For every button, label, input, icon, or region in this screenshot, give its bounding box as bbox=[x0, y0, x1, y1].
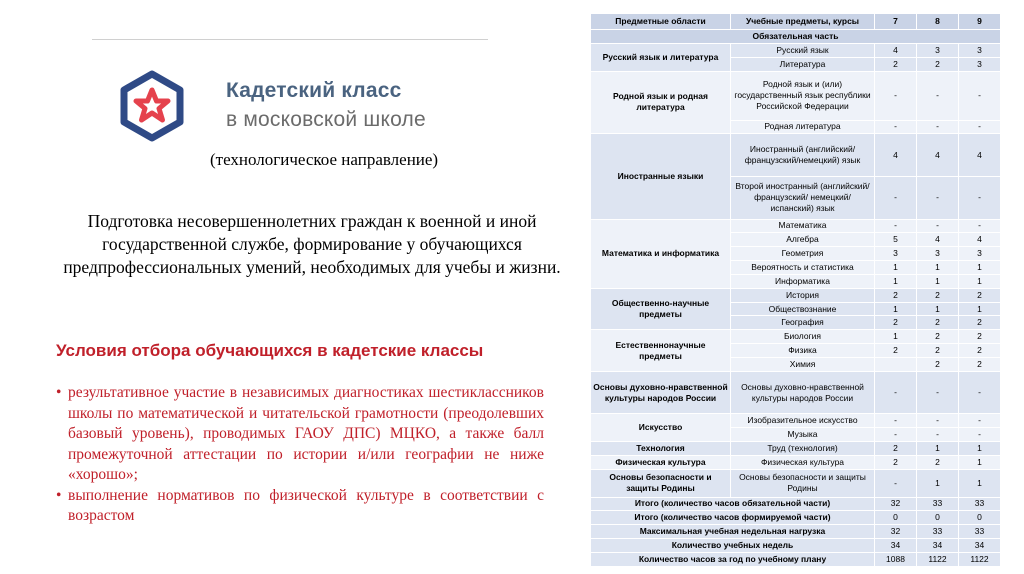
subject-cell: Математика bbox=[731, 219, 875, 233]
hours-cell: 4 bbox=[875, 134, 917, 177]
subject-cell: Второй иностранный (английский/ французский/ немецкий/испанский) язык bbox=[731, 176, 875, 219]
hours-cell: 2 bbox=[875, 57, 917, 71]
subject-area-cell: Естественнонаучные предметы bbox=[591, 330, 731, 372]
subject-cell: Физика bbox=[731, 344, 875, 358]
header-cell: Учебные предметы, курсы bbox=[731, 14, 875, 30]
totals-row bbox=[591, 525, 1001, 539]
subject-cell: Музыка bbox=[731, 428, 875, 442]
hours-cell: 34 bbox=[959, 539, 1001, 553]
hours-cell: 3 bbox=[917, 247, 959, 261]
hours-cell: 1122 bbox=[917, 552, 959, 566]
hours-cell: - bbox=[917, 176, 959, 219]
hours-cell: 2 bbox=[917, 288, 959, 302]
table-row bbox=[591, 442, 1001, 456]
subject-area-cell: Искусство bbox=[591, 414, 731, 442]
subject-cell: Русский язык bbox=[731, 43, 875, 57]
hours-cell: - bbox=[959, 219, 1001, 233]
hours-cell: - bbox=[959, 71, 1001, 120]
hours-cell: - bbox=[917, 371, 959, 414]
subject-cell: Родная литература bbox=[731, 120, 875, 134]
hours-cell: - bbox=[875, 371, 917, 414]
totals-row bbox=[591, 497, 1001, 511]
subject-cell: Обществознание bbox=[731, 302, 875, 316]
hours-cell: 2 bbox=[875, 316, 917, 330]
hours-cell: - bbox=[875, 120, 917, 134]
hours-cell: 2 bbox=[917, 57, 959, 71]
subject-area-cell: Русский язык и литература bbox=[591, 43, 731, 71]
section-title: Обязательная часть bbox=[591, 29, 1001, 43]
hours-cell: 33 bbox=[959, 525, 1001, 539]
subject-area-cell: Физическая культура bbox=[591, 455, 731, 469]
hours-cell: 34 bbox=[917, 539, 959, 553]
table-row bbox=[591, 469, 1001, 497]
direction-subtitle: (технологическое направление) bbox=[210, 150, 439, 169]
hours-cell: 4 bbox=[959, 134, 1001, 177]
subject-cell: Изобразительное искусство bbox=[731, 414, 875, 428]
subject-cell: Труд (технология) bbox=[731, 442, 875, 456]
subject-cell: Алгебра bbox=[731, 233, 875, 247]
subject-cell: География bbox=[731, 316, 875, 330]
hours-cell: 2 bbox=[959, 330, 1001, 344]
subject-area-cell: Основы безопасности и защиты Родины bbox=[591, 469, 731, 497]
table-row bbox=[591, 219, 1001, 233]
table-row bbox=[591, 371, 1001, 414]
hours-cell: 1 bbox=[917, 261, 959, 275]
header-cell: 9 bbox=[959, 14, 1001, 30]
hours-cell: - bbox=[959, 176, 1001, 219]
hours-cell: - bbox=[917, 428, 959, 442]
subject-cell: Основы духовно-нравственной культуры народов России bbox=[731, 371, 875, 414]
subject-area-cell: Общественно-научные предметы bbox=[591, 288, 731, 330]
hours-cell: 5 bbox=[875, 233, 917, 247]
subject-area-cell: Родной язык и родная литература bbox=[591, 71, 731, 134]
hours-cell: 1 bbox=[959, 469, 1001, 497]
hours-cell: 32 bbox=[875, 497, 917, 511]
hours-cell: 4 bbox=[875, 43, 917, 57]
hours-cell: 33 bbox=[959, 497, 1001, 511]
subject-cell: Литература bbox=[731, 57, 875, 71]
subject-cell: Основы безопасности и защиты Родины bbox=[731, 469, 875, 497]
hours-cell: - bbox=[875, 71, 917, 120]
subject-cell: Физическая культура bbox=[731, 455, 875, 469]
hours-cell: 1 bbox=[959, 455, 1001, 469]
hours-cell: 32 bbox=[875, 525, 917, 539]
hours-cell: 1122 bbox=[959, 552, 1001, 566]
hours-cell: 2 bbox=[917, 344, 959, 358]
hours-cell: - bbox=[959, 414, 1001, 428]
hours-cell: 2 bbox=[959, 288, 1001, 302]
conditions-title: Условия отбора обучающихся в кадетские классы bbox=[56, 341, 484, 360]
subject-cell: Геометрия bbox=[731, 247, 875, 261]
section-row bbox=[591, 29, 1001, 43]
logo-subtitle: в московской школе bbox=[226, 108, 426, 131]
hours-cell: 1 bbox=[875, 302, 917, 316]
hours-cell: 2 bbox=[959, 358, 1001, 372]
hours-cell: 33 bbox=[917, 497, 959, 511]
subject-cell: Вероятность и статистика bbox=[731, 261, 875, 275]
hours-cell: 2 bbox=[917, 330, 959, 344]
hours-cell: 3 bbox=[917, 43, 959, 57]
hours-cell: 2 bbox=[875, 344, 917, 358]
table-row bbox=[591, 455, 1001, 469]
subject-area-cell: Математика и информатика bbox=[591, 219, 731, 288]
kadet-star-logo-icon bbox=[116, 70, 188, 142]
hours-cell: 3 bbox=[959, 57, 1001, 71]
hours-cell: 1 bbox=[875, 261, 917, 275]
hours-cell: 0 bbox=[959, 511, 1001, 525]
hours-cell: - bbox=[917, 120, 959, 134]
hours-cell: 2 bbox=[917, 455, 959, 469]
hours-cell: 2 bbox=[875, 288, 917, 302]
totals-row bbox=[591, 552, 1001, 566]
hours-cell: 2 bbox=[917, 316, 959, 330]
hours-cell: - bbox=[875, 469, 917, 497]
hours-cell: 1088 bbox=[875, 552, 917, 566]
conditions-list bbox=[56, 383, 544, 527]
subject-cell: Биология bbox=[731, 330, 875, 344]
hours-cell: - bbox=[917, 414, 959, 428]
hours-cell: - bbox=[917, 219, 959, 233]
table-row bbox=[591, 288, 1001, 302]
intro-paragraph: Подготовка несовершеннолетних граждан к военной и иной государственной службе, формирование у обучающихся предпрофессиональных умений, необходимых для учебы и жизни. bbox=[63, 211, 561, 277]
subject-cell: Химия bbox=[731, 358, 875, 372]
header-cell: 7 bbox=[875, 14, 917, 30]
subject-cell: Иностранный (английский/французский/немецкий) язык bbox=[731, 134, 875, 177]
subject-area-cell: Основы духовно-нравственной культуры народов России bbox=[591, 371, 731, 414]
logo-title: Кадетский класс bbox=[226, 79, 402, 102]
subject-area-cell: Технология bbox=[591, 442, 731, 456]
hours-cell: 4 bbox=[917, 134, 959, 177]
hours-cell: 2 bbox=[875, 442, 917, 456]
subject-cell: Родной язык и (или) государственный язык республики Российской Федерации bbox=[731, 71, 875, 120]
hours-cell: 1 bbox=[959, 274, 1001, 288]
hours-cell: 33 bbox=[917, 525, 959, 539]
hours-cell: 2 bbox=[959, 316, 1001, 330]
table-header-row bbox=[591, 14, 1001, 30]
subject-area-cell: Иностранные языки bbox=[591, 134, 731, 219]
hours-cell: 3 bbox=[959, 247, 1001, 261]
subject-cell: Информатика bbox=[731, 274, 875, 288]
hours-cell: 2 bbox=[917, 358, 959, 372]
hours-cell: 1 bbox=[917, 442, 959, 456]
hours-cell: 1 bbox=[917, 302, 959, 316]
hours-cell: - bbox=[875, 428, 917, 442]
hours-cell: 4 bbox=[917, 233, 959, 247]
hours-cell: 4 bbox=[959, 233, 1001, 247]
top-divider bbox=[92, 39, 488, 40]
table-row bbox=[591, 71, 1001, 120]
hours-cell: - bbox=[875, 414, 917, 428]
hours-cell: - bbox=[959, 120, 1001, 134]
hours-cell: 1 bbox=[917, 469, 959, 497]
header-cell: 8 bbox=[917, 14, 959, 30]
hours-cell: 3 bbox=[959, 43, 1001, 57]
condition-item: • выполнение нормативов по физической культуре в соответствии с возрастом bbox=[56, 486, 544, 527]
totals-label: Максимальная учебная недельная нагрузка bbox=[591, 525, 875, 539]
condition-item: • результативное участие в независимых диагностиках шестиклассников школы по математической и читательской грамотности (преодолевших базовый уровень), проводимых ГАОУ ДПС) МЦКО, а также балл промежуточной аттестации по истории и/или географии не ниже «хорошо»; bbox=[56, 383, 544, 486]
subject-cell: История bbox=[731, 288, 875, 302]
table-row bbox=[591, 330, 1001, 344]
hours-cell: 3 bbox=[875, 247, 917, 261]
hours-cell bbox=[875, 358, 917, 372]
table-row bbox=[591, 134, 1001, 177]
hours-cell: - bbox=[959, 428, 1001, 442]
hours-cell: 1 bbox=[917, 274, 959, 288]
hours-cell: 34 bbox=[875, 539, 917, 553]
header-cell: Предметные области bbox=[591, 14, 731, 30]
hours-cell: - bbox=[875, 219, 917, 233]
hours-cell: 2 bbox=[875, 455, 917, 469]
hours-cell: 1 bbox=[875, 274, 917, 288]
totals-label: Итого (количество часов формируемой части) bbox=[591, 511, 875, 525]
hours-cell: - bbox=[875, 176, 917, 219]
table-row bbox=[591, 43, 1001, 57]
hours-cell: 1 bbox=[959, 442, 1001, 456]
totals-label: Количество учебных недель bbox=[591, 539, 875, 553]
totals-label: Количество часов за год по учебному плану bbox=[591, 552, 875, 566]
hours-cell: - bbox=[917, 71, 959, 120]
hours-cell: 2 bbox=[959, 344, 1001, 358]
hours-cell: 0 bbox=[917, 511, 959, 525]
totals-label: Итого (количество часов обязательной части) bbox=[591, 497, 875, 511]
hours-cell: 1 bbox=[875, 330, 917, 344]
hours-cell: 0 bbox=[875, 511, 917, 525]
totals-row bbox=[591, 539, 1001, 553]
curriculum-body bbox=[591, 14, 1001, 567]
curriculum-table bbox=[590, 13, 1001, 567]
hours-cell: 1 bbox=[959, 302, 1001, 316]
hours-cell: 1 bbox=[959, 261, 1001, 275]
totals-row bbox=[591, 511, 1001, 525]
table-row bbox=[591, 414, 1001, 428]
hours-cell: - bbox=[959, 371, 1001, 414]
